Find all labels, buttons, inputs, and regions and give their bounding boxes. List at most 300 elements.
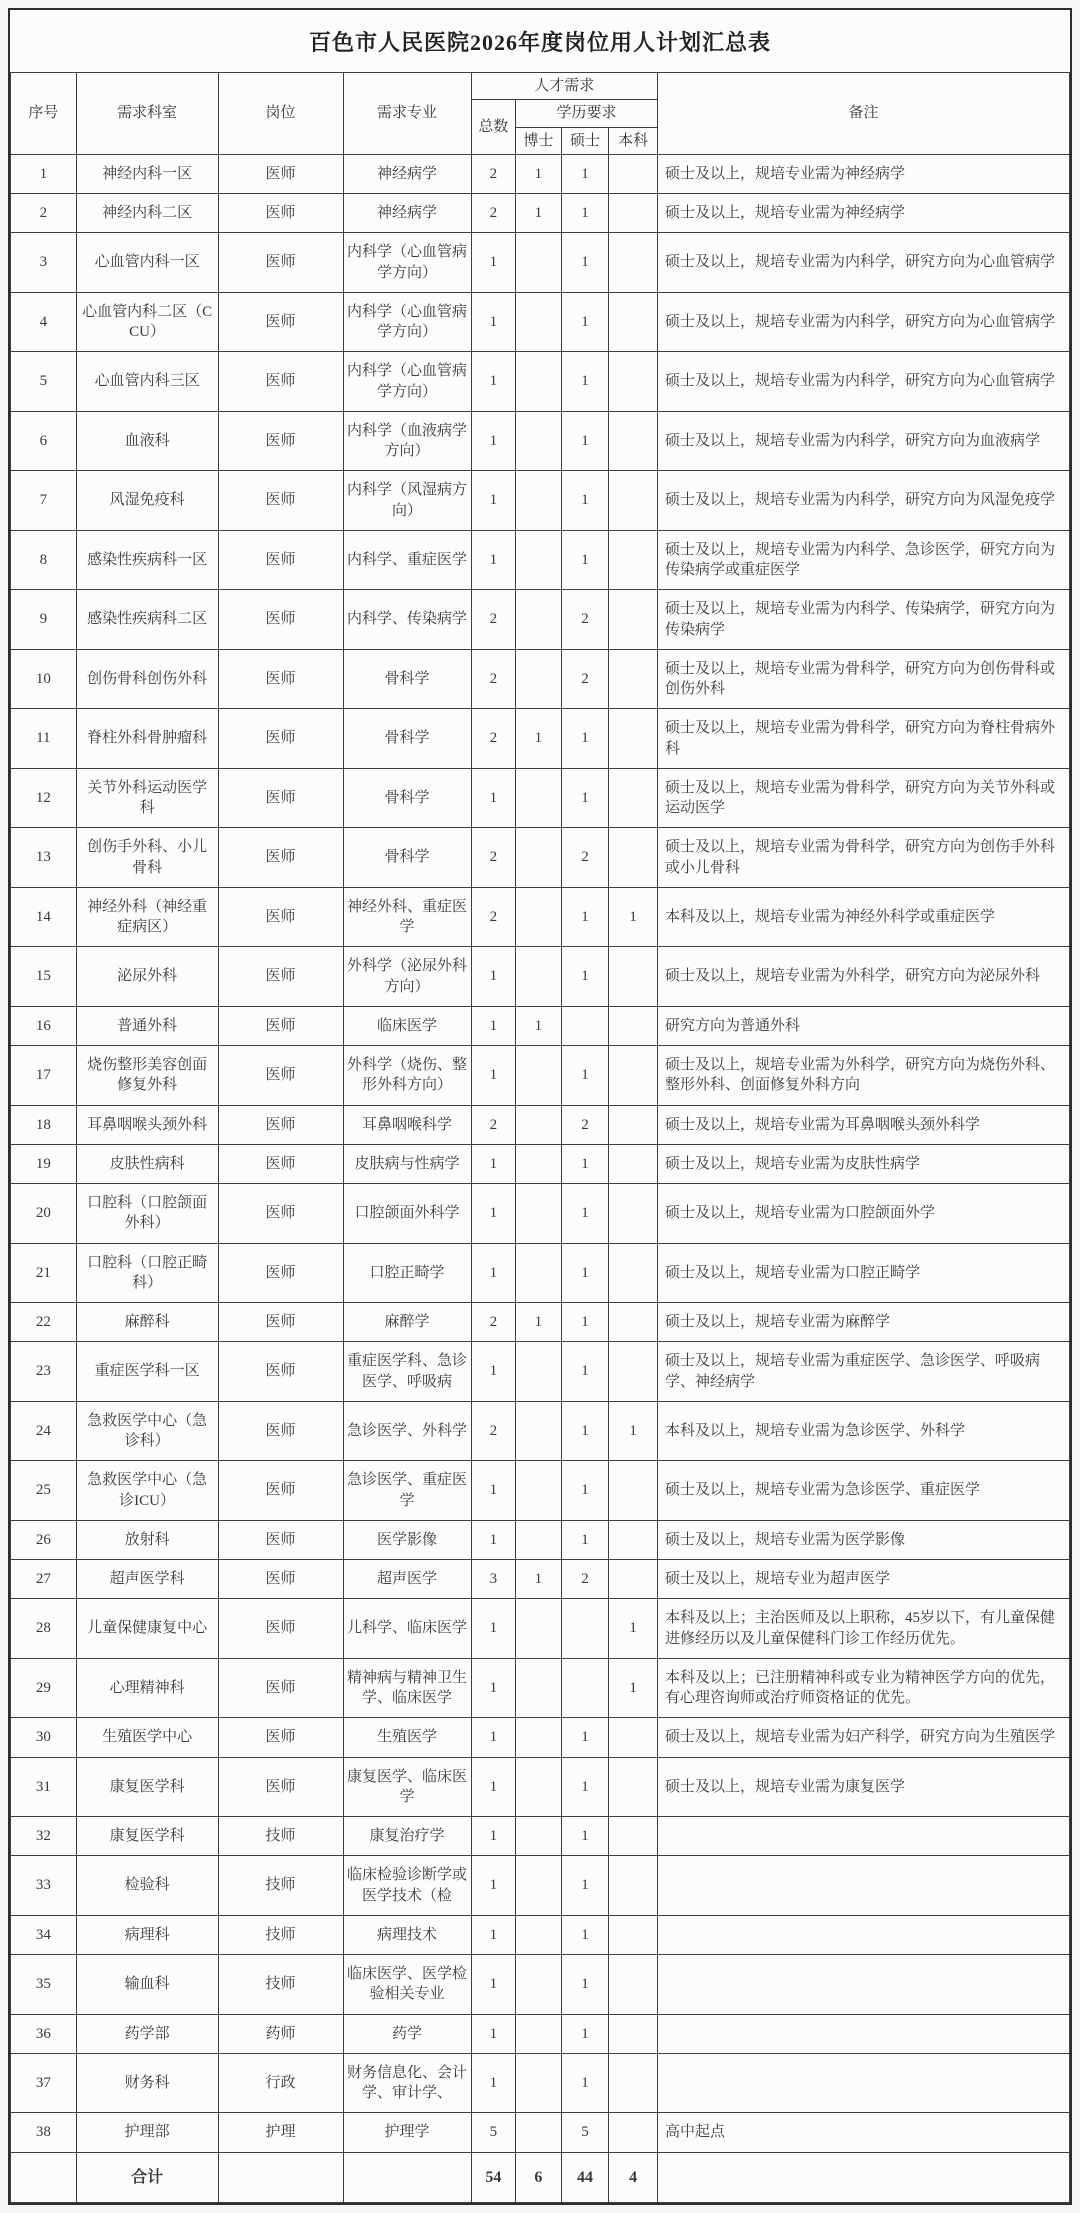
cell-phd — [516, 1243, 562, 1303]
cell-bachelor: 1 — [609, 887, 658, 947]
cell-phd — [516, 1658, 562, 1718]
cell-dept: 儿童保健康复中心 — [76, 1599, 218, 1659]
table-row — [11, 1046, 1070, 1106]
table-row — [11, 887, 1070, 947]
table-row — [11, 194, 1070, 233]
cell-dept: 创伤骨科创伤外科 — [76, 649, 218, 709]
cell-master: 1 — [561, 887, 609, 947]
cell-no: 30 — [11, 1718, 77, 1757]
cell-master: 1 — [561, 194, 609, 233]
cell-master: 1 — [561, 530, 609, 590]
cell-dept: 神经外科（神经重症病区） — [76, 887, 218, 947]
cell-no: 19 — [11, 1144, 77, 1183]
cell-total: 5 — [471, 2113, 515, 2152]
cell-bachelor — [609, 947, 658, 1007]
cell-remark — [657, 1955, 1069, 2015]
cell-bachelor — [609, 1955, 658, 2015]
cell-post: 医师 — [218, 709, 343, 769]
cell-bachelor — [609, 1243, 658, 1303]
cell-remark: 硕士及以上，规培专业需为骨科学，研究方向为创伤手外科或小儿骨科 — [657, 828, 1069, 888]
cell-post: 技师 — [218, 1915, 343, 1954]
cell-phd: 1 — [516, 709, 562, 769]
cell-phd — [516, 1718, 562, 1757]
table-row — [11, 1144, 1070, 1183]
cell-bachelor: 1 — [609, 1658, 658, 1718]
cell-major: 外科学（泌尿外科方向） — [343, 947, 471, 1007]
cell-remark: 本科及以上，规培专业需为急诊医学、外科学 — [657, 1401, 1069, 1461]
cell-major: 重症医学科、急诊医学、呼吸病 — [343, 1342, 471, 1402]
cell-post: 医师 — [218, 1461, 343, 1521]
cell-bachelor — [609, 233, 658, 293]
cell-master: 1 — [561, 292, 609, 352]
cell-master: 1 — [561, 947, 609, 1007]
cell-dept: 财务科 — [76, 2053, 218, 2113]
cell-major: 康复医学、临床医学 — [343, 1757, 471, 1817]
cell-total: 1 — [471, 471, 515, 531]
cell-total: 2 — [471, 887, 515, 947]
cell-master — [561, 1006, 609, 1045]
cell-remark: 硕士及以上，规培专业需为内科学、传染病学，研究方向为传染病学 — [657, 590, 1069, 650]
cell-phd — [516, 2014, 562, 2053]
table-row — [11, 530, 1070, 590]
table-row — [11, 768, 1070, 828]
cell-dept: 麻醉科 — [76, 1303, 218, 1342]
cell-no: 29 — [11, 1658, 77, 1718]
cell-remark: 研究方向为普通外科 — [657, 1006, 1069, 1045]
cell-master: 5 — [561, 2113, 609, 2152]
cell-total: 1 — [471, 768, 515, 828]
cell-no: 3 — [11, 233, 77, 293]
cell-major: 精神病与精神卫生学、临床医学 — [343, 1658, 471, 1718]
cell-major: 护理学 — [343, 2113, 471, 2152]
cell-bachelor — [609, 2014, 658, 2053]
header-post: 岗位 — [218, 73, 343, 155]
cell-major: 外科学（烧伤、整形外科方向） — [343, 1046, 471, 1106]
cell-total: 1 — [471, 1856, 515, 1916]
table-row — [11, 1955, 1070, 2015]
cell-major: 内科学（血液病学方向） — [343, 411, 471, 471]
cell-dept: 心血管内科一区 — [76, 233, 218, 293]
cell-major: 神经病学 — [343, 194, 471, 233]
cell-dept: 神经内科二区 — [76, 194, 218, 233]
cell-dept: 感染性疾病科一区 — [76, 530, 218, 590]
cell-no: 38 — [11, 2113, 77, 2152]
table-row — [11, 1856, 1070, 1916]
cell-master — [561, 1599, 609, 1659]
cell-post: 医师 — [218, 947, 343, 1007]
cell-post: 医师 — [218, 887, 343, 947]
cell-no: 12 — [11, 768, 77, 828]
cell-dept: 急救医学中心（急诊科） — [76, 1401, 218, 1461]
cell-total: 2 — [471, 590, 515, 650]
cell-no: 22 — [11, 1303, 77, 1342]
cell-bachelor — [609, 1342, 658, 1402]
cell-no: 25 — [11, 1461, 77, 1521]
header-total: 总数 — [471, 100, 515, 155]
cell-bachelor — [609, 1757, 658, 1817]
cell-phd — [516, 1144, 562, 1183]
cell-remark: 硕士及以上，规培专业需为骨科学，研究方向为创伤骨科或创伤外科 — [657, 649, 1069, 709]
cell-remark: 硕士及以上，规培专业需为康复医学 — [657, 1757, 1069, 1817]
cell-master: 1 — [561, 1817, 609, 1856]
cell-master: 1 — [561, 709, 609, 769]
cell-master: 2 — [561, 828, 609, 888]
cell-total: 2 — [471, 1401, 515, 1461]
table-row — [11, 1184, 1070, 1244]
cell-phd — [516, 233, 562, 293]
cell-total: 1 — [471, 1757, 515, 1817]
cell-major: 内科学（风湿病方向） — [343, 471, 471, 531]
cell-dept: 耳鼻咽喉头颈外科 — [76, 1105, 218, 1144]
cell-master: 1 — [561, 1046, 609, 1106]
table-row — [11, 154, 1070, 193]
cell-dept: 口腔科（口腔正畸科） — [76, 1243, 218, 1303]
cell-remark: 本科及以上，规培专业需为神经外科学或重症医学 — [657, 887, 1069, 947]
page-title: 百色市人民医院2026年度岗位用人计划汇总表 — [308, 30, 771, 55]
table-row — [11, 1401, 1070, 1461]
cell-remark: 硕士及以上，规培专业需为口腔颌面外学 — [657, 1184, 1069, 1244]
table-row — [11, 2053, 1070, 2113]
cell-no: 26 — [11, 1520, 77, 1559]
cell-remark: 硕士及以上，规培专业为超声医学 — [657, 1560, 1069, 1599]
table-body — [11, 154, 1070, 2152]
header-master: 硕士 — [561, 127, 609, 154]
cell-total: 1 — [471, 1006, 515, 1045]
cell-no: 34 — [11, 1915, 77, 1954]
cell-major: 内科学（心血管病学方向） — [343, 292, 471, 352]
cell-total: 1 — [471, 1046, 515, 1106]
cell-no: 23 — [11, 1342, 77, 1402]
summary-label: 合计 — [76, 2152, 218, 2203]
cell-phd — [516, 1599, 562, 1659]
cell-remark: 高中起点 — [657, 2113, 1069, 2152]
cell-major: 急诊医学、外科学 — [343, 1401, 471, 1461]
cell-major: 内科学、重症医学 — [343, 530, 471, 590]
cell-master: 1 — [561, 1461, 609, 1521]
cell-total: 1 — [471, 530, 515, 590]
cell-major: 病理技术 — [343, 1915, 471, 1954]
cell-bachelor — [609, 1915, 658, 1954]
cell-total: 1 — [471, 1184, 515, 1244]
summary-master: 44 — [561, 2152, 609, 2203]
cell-bachelor — [609, 709, 658, 769]
cell-bachelor — [609, 1520, 658, 1559]
cell-total: 2 — [471, 649, 515, 709]
table-row — [11, 1006, 1070, 1045]
cell-post: 医师 — [218, 1560, 343, 1599]
cell-total: 1 — [471, 1599, 515, 1659]
cell-bachelor — [609, 352, 658, 412]
cell-total: 2 — [471, 1303, 515, 1342]
cell-major: 骨科学 — [343, 649, 471, 709]
table-row — [11, 1303, 1070, 1342]
cell-phd — [516, 1184, 562, 1244]
cell-remark: 硕士及以上，规培专业需为内科学、急诊医学，研究方向为传染病学或重症医学 — [657, 530, 1069, 590]
cell-post: 医师 — [218, 1144, 343, 1183]
cell-master: 2 — [561, 1105, 609, 1144]
cell-post: 医师 — [218, 1303, 343, 1342]
table-row — [11, 2014, 1070, 2053]
table-row — [11, 2113, 1070, 2152]
header-phd: 博士 — [516, 127, 562, 154]
cell-master: 1 — [561, 1955, 609, 2015]
cell-total: 1 — [471, 947, 515, 1007]
cell-remark — [657, 1856, 1069, 1916]
table-row — [11, 1105, 1070, 1144]
cell-no: 20 — [11, 1184, 77, 1244]
cell-phd — [516, 887, 562, 947]
cell-dept: 皮肤性病科 — [76, 1144, 218, 1183]
cell-major: 骨科学 — [343, 768, 471, 828]
cell-master: 1 — [561, 1144, 609, 1183]
cell-no: 11 — [11, 709, 77, 769]
cell-dept: 检验科 — [76, 1856, 218, 1916]
cell-remark: 硕士及以上，规培专业需为神经病学 — [657, 194, 1069, 233]
table-row — [11, 649, 1070, 709]
cell-bachelor — [609, 1105, 658, 1144]
header-dept: 需求科室 — [76, 73, 218, 155]
cell-major: 骨科学 — [343, 709, 471, 769]
cell-remark: 本科及以上；已注册精神科或专业为精神医学方向的优先，有心理咨询师或治疗师资格证的优先。 — [657, 1658, 1069, 1718]
cell-total: 1 — [471, 352, 515, 412]
cell-remark: 硕士及以上，规培专业需为妇产科学，研究方向为生殖医学 — [657, 1718, 1069, 1757]
cell-bachelor — [609, 1184, 658, 1244]
table-row — [11, 1757, 1070, 1817]
header-remark: 备注 — [657, 73, 1069, 155]
cell-bachelor — [609, 1718, 658, 1757]
cell-phd — [516, 1461, 562, 1521]
cell-no: 24 — [11, 1401, 77, 1461]
table-row — [11, 1342, 1070, 1402]
header-edu: 学历要求 — [516, 100, 658, 127]
cell-master: 1 — [561, 352, 609, 412]
table-row — [11, 1520, 1070, 1559]
cell-post: 医师 — [218, 1599, 343, 1659]
cell-major: 康复治疗学 — [343, 1817, 471, 1856]
table-row — [11, 1599, 1070, 1659]
cell-total: 1 — [471, 1461, 515, 1521]
cell-phd: 1 — [516, 1303, 562, 1342]
cell-phd — [516, 1520, 562, 1559]
cell-no: 13 — [11, 828, 77, 888]
cell-bachelor — [609, 590, 658, 650]
cell-no: 36 — [11, 2014, 77, 2053]
cell-phd — [516, 530, 562, 590]
cell-post: 医师 — [218, 1006, 343, 1045]
cell-master: 1 — [561, 1303, 609, 1342]
cell-total: 1 — [471, 1915, 515, 1954]
cell-phd: 1 — [516, 1560, 562, 1599]
cell-master: 1 — [561, 233, 609, 293]
cell-master: 1 — [561, 1915, 609, 1954]
cell-phd — [516, 947, 562, 1007]
cell-dept: 药学部 — [76, 2014, 218, 2053]
cell-post: 医师 — [218, 411, 343, 471]
cell-total: 2 — [471, 1105, 515, 1144]
cell-post: 医师 — [218, 1184, 343, 1244]
cell-no: 27 — [11, 1560, 77, 1599]
cell-phd — [516, 2053, 562, 2113]
cell-major: 生殖医学 — [343, 1718, 471, 1757]
cell-master: 2 — [561, 1560, 609, 1599]
cell-bachelor — [609, 2113, 658, 2152]
cell-remark: 硕士及以上，规培专业需为骨科学，研究方向为脊柱骨病外科 — [657, 709, 1069, 769]
cell-phd — [516, 1856, 562, 1916]
cell-major: 临床医学 — [343, 1006, 471, 1045]
table-row — [11, 352, 1070, 412]
cell-remark: 硕士及以上，规培专业需为皮肤性病学 — [657, 1144, 1069, 1183]
cell-dept: 放射科 — [76, 1520, 218, 1559]
cell-remark: 硕士及以上，规培专业需为耳鼻咽喉头颈外科学 — [657, 1105, 1069, 1144]
cell-remark — [657, 2014, 1069, 2053]
cell-no: 6 — [11, 411, 77, 471]
cell-master: 2 — [561, 590, 609, 650]
cell-remark — [657, 1817, 1069, 1856]
cell-dept: 神经内科一区 — [76, 154, 218, 193]
cell-remark: 硕士及以上，规培专业需为内科学，研究方向为血液病学 — [657, 411, 1069, 471]
cell-total: 1 — [471, 1718, 515, 1757]
cell-no: 10 — [11, 649, 77, 709]
cell-dept: 重症医学科一区 — [76, 1342, 218, 1402]
cell-bachelor — [609, 194, 658, 233]
cell-major: 超声医学 — [343, 1560, 471, 1599]
cell-remark: 硕士及以上，规培专业需为神经病学 — [657, 154, 1069, 193]
cell-major: 皮肤病与性病学 — [343, 1144, 471, 1183]
cell-dept: 病理科 — [76, 1915, 218, 1954]
cell-phd — [516, 590, 562, 650]
cell-no: 9 — [11, 590, 77, 650]
cell-no: 32 — [11, 1817, 77, 1856]
cell-remark: 硕士及以上，规培专业需为医学影像 — [657, 1520, 1069, 1559]
cell-no: 5 — [11, 352, 77, 412]
cell-major: 临床医学、医学检验相关专业 — [343, 1955, 471, 2015]
cell-remark: 硕士及以上，规培专业需为麻醉学 — [657, 1303, 1069, 1342]
cell-remark: 硕士及以上，规培专业需为内科学，研究方向为心血管病学 — [657, 352, 1069, 412]
cell-bachelor — [609, 1303, 658, 1342]
header-bachelor: 本科 — [609, 127, 658, 154]
cell-post: 医师 — [218, 471, 343, 531]
cell-bachelor — [609, 471, 658, 531]
summary-remark — [657, 2152, 1069, 2203]
cell-major: 麻醉学 — [343, 1303, 471, 1342]
cell-post: 医师 — [218, 1046, 343, 1106]
cell-total: 1 — [471, 1817, 515, 1856]
cell-remark: 硕士及以上，规培专业需为外科学，研究方向为烧伤外科、整形外科、创面修复外科方向 — [657, 1046, 1069, 1106]
cell-phd — [516, 1955, 562, 2015]
cell-no: 21 — [11, 1243, 77, 1303]
cell-phd — [516, 1817, 562, 1856]
cell-no: 1 — [11, 154, 77, 193]
cell-phd — [516, 471, 562, 531]
cell-master: 1 — [561, 1243, 609, 1303]
table-row — [11, 1817, 1070, 1856]
cell-no: 4 — [11, 292, 77, 352]
cell-total: 1 — [471, 1144, 515, 1183]
table-row — [11, 1243, 1070, 1303]
cell-dept: 感染性疾病科二区 — [76, 590, 218, 650]
cell-post: 医师 — [218, 828, 343, 888]
cell-dept: 生殖医学中心 — [76, 1718, 218, 1757]
cell-dept: 康复医学科 — [76, 1817, 218, 1856]
cell-post: 医师 — [218, 1105, 343, 1144]
cell-phd — [516, 411, 562, 471]
cell-phd — [516, 352, 562, 412]
cell-dept: 康复医学科 — [76, 1757, 218, 1817]
cell-remark: 本科及以上；主治医师及以上职称，45岁以下，有儿童保健进修经历以及儿童保健科门诊工作经历优先。 — [657, 1599, 1069, 1659]
cell-phd: 1 — [516, 194, 562, 233]
cell-remark: 硕士及以上，规培专业需为口腔正畸学 — [657, 1243, 1069, 1303]
cell-no: 16 — [11, 1006, 77, 1045]
cell-post: 技师 — [218, 1955, 343, 2015]
cell-phd — [516, 1401, 562, 1461]
cell-master: 1 — [561, 1520, 609, 1559]
cell-major: 口腔正畸学 — [343, 1243, 471, 1303]
header-major: 需求专业 — [343, 73, 471, 155]
cell-post: 护理 — [218, 2113, 343, 2152]
table-row — [11, 709, 1070, 769]
cell-dept: 烧伤整形美容创面修复外科 — [76, 1046, 218, 1106]
cell-no: 28 — [11, 1599, 77, 1659]
cell-phd — [516, 1046, 562, 1106]
cell-post: 行政 — [218, 2053, 343, 2113]
cell-post: 技师 — [218, 1817, 343, 1856]
cell-post: 医师 — [218, 649, 343, 709]
cell-bachelor — [609, 292, 658, 352]
cell-phd — [516, 828, 562, 888]
table-row — [11, 471, 1070, 531]
cell-major: 耳鼻咽喉科学 — [343, 1105, 471, 1144]
cell-remark: 硕士及以上，规培专业需为急诊医学、重症医学 — [657, 1461, 1069, 1521]
cell-total: 1 — [471, 1658, 515, 1718]
cell-bachelor — [609, 649, 658, 709]
cell-bachelor — [609, 1856, 658, 1916]
cell-no: 35 — [11, 1955, 77, 2015]
cell-bachelor — [609, 828, 658, 888]
table-row — [11, 1658, 1070, 1718]
cell-bachelor — [609, 1461, 658, 1521]
cell-post: 医师 — [218, 1243, 343, 1303]
cell-no: 33 — [11, 1856, 77, 1916]
cell-major: 临床检验诊断学或医学技术（检 — [343, 1856, 471, 1916]
table-row — [11, 233, 1070, 293]
table-row — [11, 411, 1070, 471]
cell-dept: 风湿免疫科 — [76, 471, 218, 531]
cell-dept: 口腔科（口腔颌面外科） — [76, 1184, 218, 1244]
summary-total: 54 — [471, 2152, 515, 2203]
cell-dept: 心血管内科三区 — [76, 352, 218, 412]
cell-total: 1 — [471, 1520, 515, 1559]
cell-no: 15 — [11, 947, 77, 1007]
cell-total: 2 — [471, 154, 515, 193]
cell-master: 1 — [561, 1342, 609, 1402]
cell-post: 医师 — [218, 768, 343, 828]
cell-phd — [516, 1757, 562, 1817]
cell-no: 2 — [11, 194, 77, 233]
cell-master: 2 — [561, 649, 609, 709]
cell-phd: 1 — [516, 154, 562, 193]
summary-post-cell — [218, 2152, 343, 2203]
cell-post: 药师 — [218, 2014, 343, 2053]
cell-bachelor — [609, 1817, 658, 1856]
cell-master: 1 — [561, 1184, 609, 1244]
table-row — [11, 292, 1070, 352]
cell-dept: 超声医学科 — [76, 1560, 218, 1599]
cell-no: 7 — [11, 471, 77, 531]
cell-major: 内科学（心血管病学方向） — [343, 352, 471, 412]
cell-post: 医师 — [218, 1718, 343, 1757]
summary-bachelor: 4 — [609, 2152, 658, 2203]
cell-major: 神经病学 — [343, 154, 471, 193]
